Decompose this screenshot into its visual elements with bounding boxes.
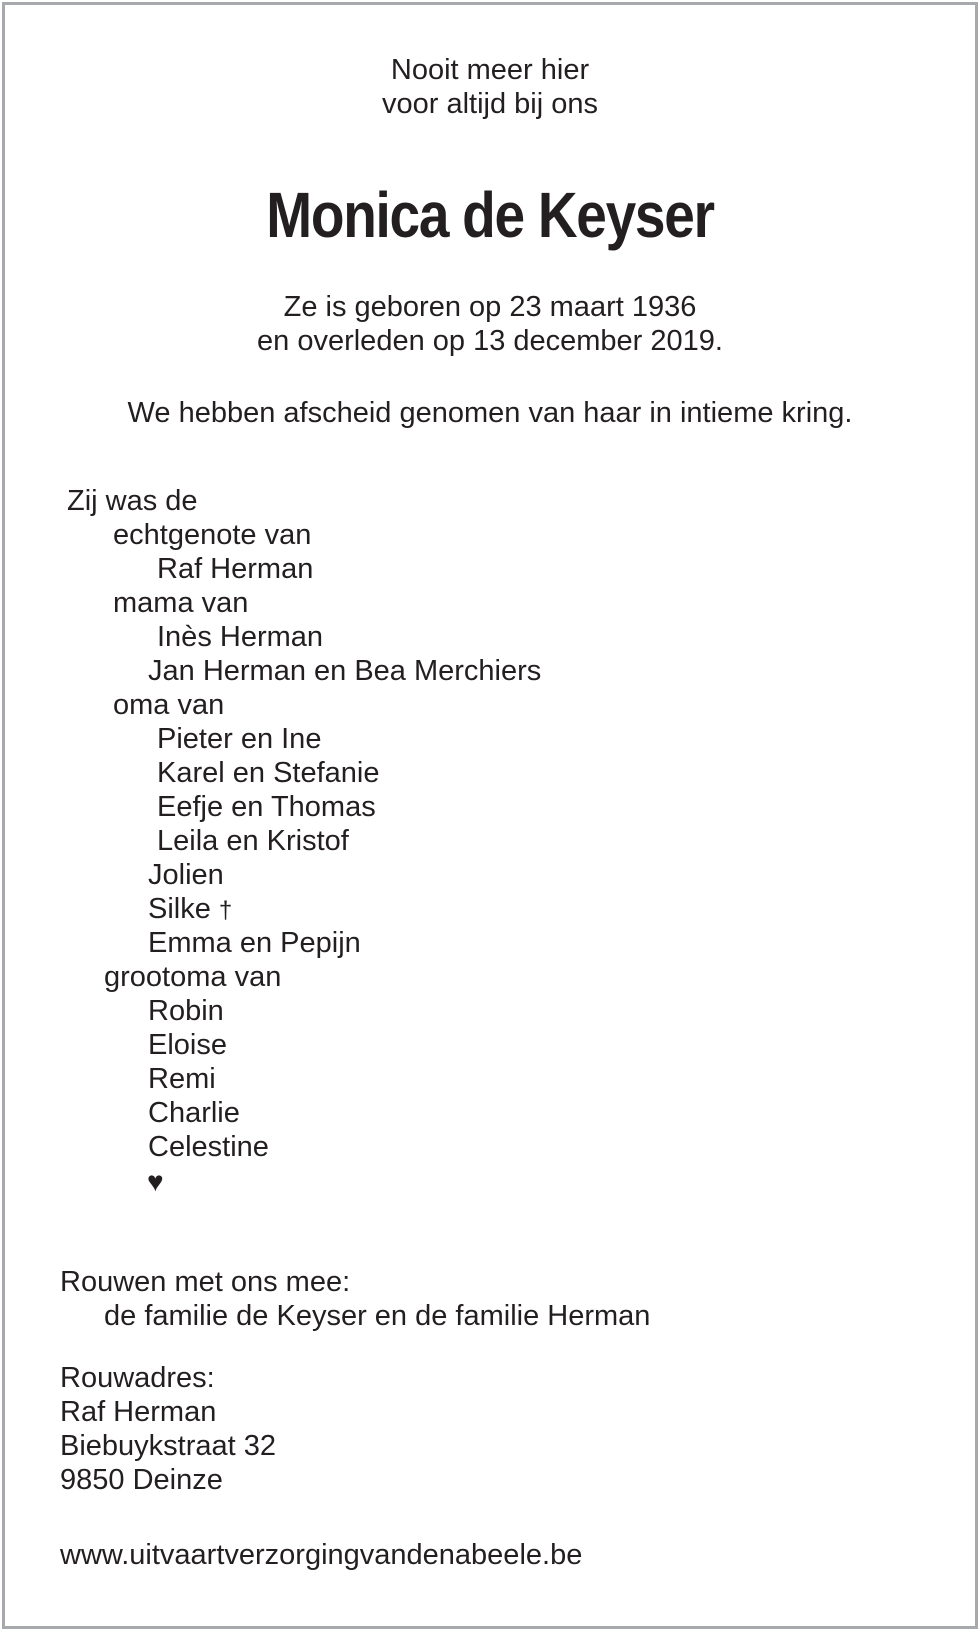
grandchild-name: Emma en Pepijn [148,927,361,959]
death-date-line: en overleden op 13 december 2019. [257,325,723,357]
grandchild-name: Karel en Stefanie [157,757,380,789]
website-link[interactable]: www.uitvaartverzorgingvandenabeele.be [60,1539,583,1571]
address-street: Biebuykstraat 32 [60,1430,277,1462]
great-grandchild-name: Celestine [148,1131,269,1163]
great-grandchild-name: Eloise [148,1029,227,1061]
great-grandchildren-label: grootoma van [104,961,282,993]
grandchild-name: Leila en Kristof [157,825,349,857]
cross-icon: † [218,897,233,924]
child-name: Inès Herman [157,621,324,653]
grandchildren-label: oma van [113,689,225,721]
family-intro: Zij was de [67,485,198,517]
header-line-1: Nooit meer hier [390,54,590,86]
grandchild-name: Eefje en Thomas [157,791,376,823]
header-line-2: voor altijd bij ons [382,88,598,120]
spouse-label: echtgenote van [113,519,312,551]
grandchild-name: Jolien [148,859,224,891]
children-label: mama van [113,587,249,619]
mourners-label: Rouwen met ons mee: [60,1266,351,1298]
address-label: Rouwadres: [60,1362,215,1394]
spouse-name: Raf Herman [157,553,314,585]
birth-date-line: Ze is geboren op 23 maart 1936 [283,291,697,323]
farewell-text: We hebben afscheid genomen van haar in intieme kring. [127,397,853,429]
heart-icon: ♥ [147,1166,164,1197]
address-city: 9850 Deinze [60,1464,223,1496]
grandchild-entry [148,892,232,927]
grandchild-name: Pieter en Ine [157,723,322,755]
child-name: Jan Herman en Bea Merchiers [148,655,542,687]
great-grandchild-name: Robin [148,995,224,1027]
great-grandchild-name: Charlie [148,1097,240,1129]
great-grandchild-name: Remi [148,1063,216,1095]
address-name: Raf Herman [60,1396,217,1428]
mourners-text: de familie de Keyser en de familie Herman [104,1300,651,1332]
grandchild-name: Silke [148,893,211,925]
deceased-name: Monica de Keyser [266,179,714,251]
